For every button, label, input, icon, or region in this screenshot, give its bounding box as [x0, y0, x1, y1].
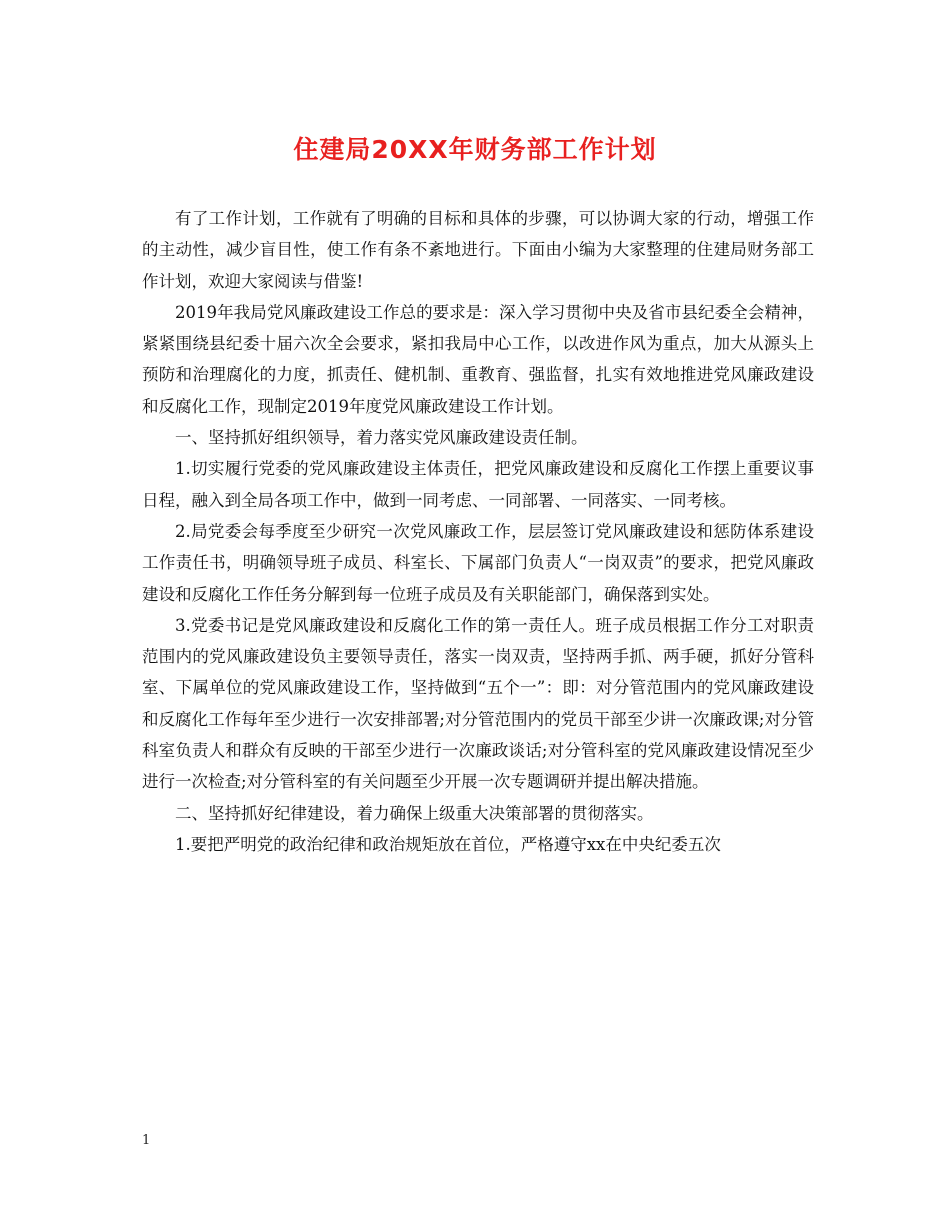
paragraph-item-2-1: 1.要把严明党的政治纪律和政治规矩放在首位，严格遵守xx在中央纪委五次 [175, 834, 721, 854]
page-number: 1 [142, 1133, 151, 1148]
paragraph-overview: 2019年我局党风廉政建设工作总的要求是：深入学习贯彻中央及省市县纪委全会精神，紧紧围绕县纪委十届六次全会要求，紧扣我局中心工作，以改进作风为重点，加大从源头上预防和治理腐化的力度，抓责任、健机制、重教育、强监督，扎实有效地推进党风廉政建设和反腐化工作，现制定2019年度党风廉政建设工作计划。 [142, 302, 814, 416]
paragraph-item-1-2: 2.局党委会每季度至少研究一次党风廉政工作，层层签订党风廉政建设和惩防体系建设工作责任书，明确领导班子成员、科室长、下属部门负责人“一岗双责”的要求，把党风廉政建设和反腐化工作任务分解到每一位班子成员及有关职能部门，确保落到实处。 [142, 521, 814, 604]
section-heading-1: 一、坚持抓好组织领导，着力落实党风廉政建设责任制。 [175, 428, 588, 448]
paragraph-intro: 有了工作计划，工作就有了明确的目标和具体的步骤，可以协调大家的行动，增强工作的主动性，减少盲目性，使工作有条不紊地进行。下面由小编为大家整理的住建局财务部工作计划，欢迎大家阅读与借鉴! [142, 209, 814, 291]
section-heading-2: 二、坚持抓好纪律建设，着力确保上级重大决策部署的贯彻落实。 [175, 803, 654, 823]
paragraph-item-1-1: 1.切实履行党委的党风廉政建设主体责任，把党风廉政建设和反腐化工作摆上重要议事日程，融入到全局各项工作中，做到一同考虑、一同部署、一同落实、一同考核。 [142, 459, 814, 510]
paragraph-item-1-3: 3.党委书记是党风廉政建设和反腐化工作的第一责任人。班子成员根据工作分工对职责范围内的党风廉政建设负主要领导责任，落实一岗双责，坚持两手抓、两手硬，抓好分管科室、下属单位的党风廉政建设工作，坚持做到“五个一”：即：对分管范围内的党风廉政建设和反腐化工作每年至少进行一次安排部署;对分管范围内的党员干部至少讲一次廉政课;对分管科室负责人和群众有反映的干部至少进行一次廉政谈话;对分管科室的党风廉政建设情况至少进行一次检查;对分管科室的有关问题至少开展一次专题调研并提出解决措施。 [142, 615, 814, 792]
document-body [142, 203, 814, 860]
document-title: 住建局20XX年财务部工作计划 [293, 135, 657, 164]
